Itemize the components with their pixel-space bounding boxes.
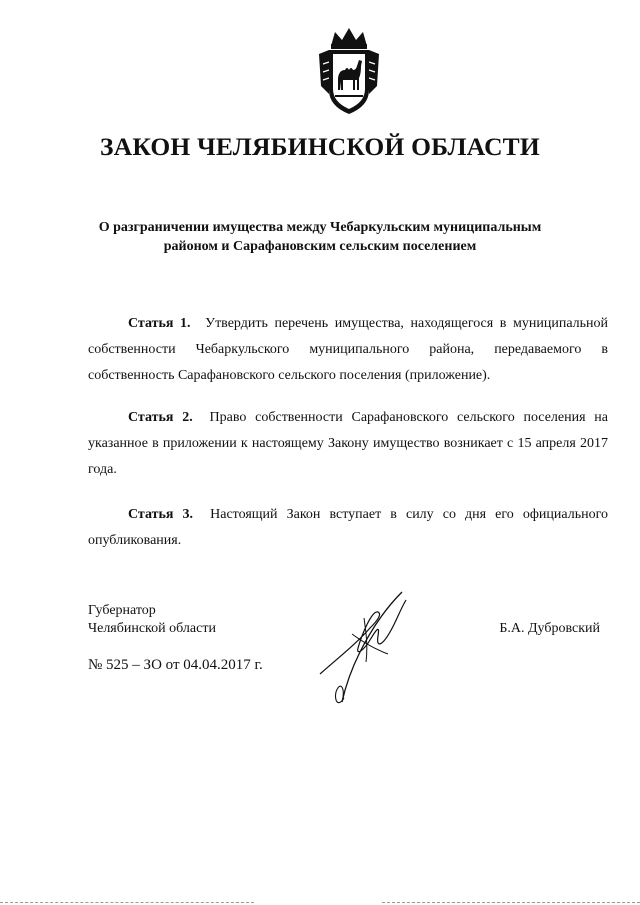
signatory-position-line-2: Челябинской области <box>88 621 216 636</box>
subtitle-line-1: О разграничении имущества между Чебаркульским муниципальным <box>98 220 542 235</box>
article-2 <box>88 405 608 483</box>
article-1 <box>88 311 608 389</box>
article-2-number: Статья 2. <box>128 410 193 425</box>
article-2-text: Право собственности Сарафановского сельского поселения на указанное в приложении к настоящему Закону имущество возникает с 15 апреля 2017 года. <box>88 410 609 477</box>
subtitle-line-2: районом и Сарафановским сельским поселением <box>163 239 477 254</box>
article-3-text: Настоящий Закон вступает в силу со дня его официального опубликования. <box>88 507 608 548</box>
law-title: ЗАКОН ЧЕЛЯБИНСКОЙ ОБЛАСТИ <box>100 132 540 161</box>
signatory-position-line-1: Губернатор <box>88 603 156 618</box>
law-number-date: № 525 – ЗО от 04.04.2017 г. <box>88 657 263 673</box>
article-3 <box>88 502 608 554</box>
footer-rule-left <box>0 902 254 903</box>
article-1-text: Утвердить перечень имущества, находящегося в муниципальной собственности Чебаркульского муниципального района, передаваемого в собственность Сарафановского сельского поселения (приложение). <box>88 316 609 383</box>
article-1-number: Статья 1. <box>128 316 191 331</box>
signatory-name: Б.А. Дубровский <box>499 621 600 636</box>
law-subtitle <box>70 218 570 256</box>
signatory-position <box>88 602 216 638</box>
footer-rule-right <box>382 902 640 903</box>
article-3-number: Статья 3. <box>128 507 194 522</box>
signature-icon <box>316 588 416 712</box>
coat-of-arms-icon <box>309 24 389 120</box>
